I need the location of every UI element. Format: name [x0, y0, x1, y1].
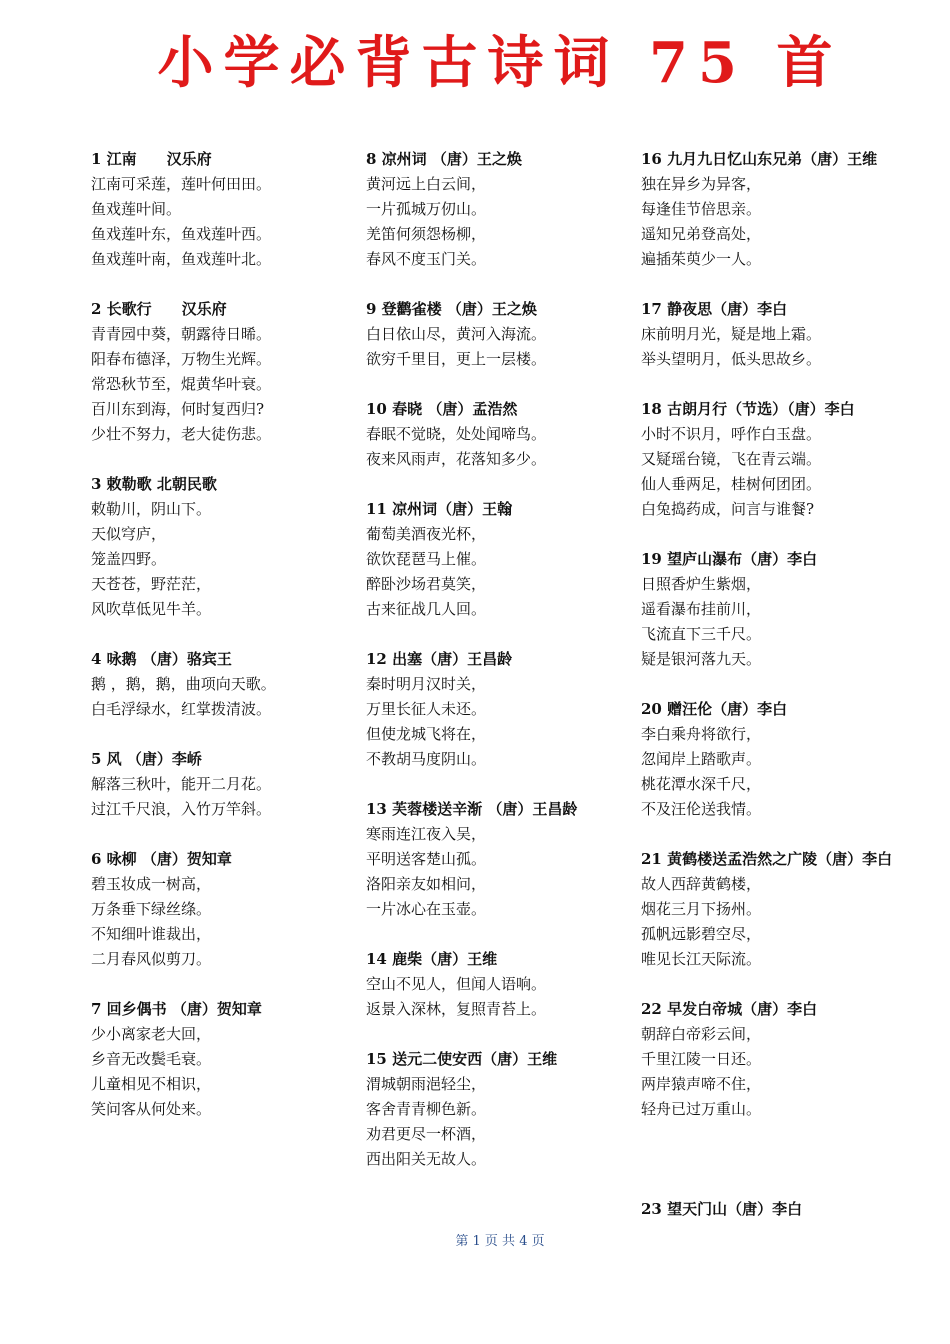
- poem: [91, 147, 371, 272]
- poem-line: 鱼戏莲叶东，鱼戏莲叶西。: [91, 225, 272, 243]
- poem-title: 12 出塞（唐）王昌龄: [366, 650, 513, 668]
- poem-line: 少小离家老大回，: [91, 1025, 212, 1043]
- poem-title: 16 九月九日忆山东兄弟（唐）王维: [641, 150, 878, 168]
- poem-line: 鱼戏莲叶间。: [91, 200, 182, 218]
- poem-line: 风吹草低见牛羊。: [91, 600, 212, 618]
- poem-title: 5 风 （唐）李峤: [91, 750, 202, 768]
- poem-title: 6 咏柳 （唐）贺知章: [91, 850, 232, 868]
- poem-line: 遍插茱萸少一人。: [641, 250, 762, 268]
- poem-line: 不教胡马度阴山。: [366, 750, 487, 768]
- poem-line: 古来征战几人回。: [366, 600, 487, 618]
- poem-title: 15 送元二使安西（唐）王维: [366, 1050, 558, 1068]
- poem-line: 常恐秋节至，焜黄华叶衰。: [91, 375, 272, 393]
- poem-line: 不及汪伦送我情。: [641, 800, 762, 818]
- poem-line: 烟花三月下扬州。: [641, 900, 762, 918]
- poem-line: 一片冰心在玉壶。: [366, 900, 487, 918]
- poem-title: 10 春晓 （唐）孟浩然: [366, 400, 518, 418]
- poem-line: 白兔捣药成，问言与谁餐?: [641, 500, 815, 518]
- poem-line: 解落三秋叶，能开二月花。: [91, 775, 272, 793]
- poem: [366, 947, 646, 1022]
- poem-title: 2 长歌行 汉乐府: [91, 300, 227, 318]
- poem-title: 19 望庐山瀑布（唐）李白: [641, 550, 818, 568]
- page-footer: 第 1 页 共 4 页: [455, 1234, 545, 1249]
- poem-line: 平明送客楚山孤。: [366, 850, 487, 868]
- poem-line: 阳春布德泽，万物生光辉。: [91, 350, 272, 368]
- poem-line: 笼盖四野。: [91, 550, 167, 568]
- poem: [641, 847, 941, 972]
- poem-line: 一片孤城万仞山。: [366, 200, 487, 218]
- poem-line: 故人西辞黄鹤楼，: [641, 875, 762, 893]
- poem-title: 13 芙蓉楼送辛渐 （唐）王昌龄: [366, 800, 578, 818]
- poem-line: 空山不见人，但闻人语响。: [366, 975, 547, 993]
- poem-line: 返景入深林，复照青苔上。: [366, 1000, 547, 1018]
- poem-line: 千里江陵一日还。: [641, 1050, 762, 1068]
- poem-line: 乡音无改鬓毛衰。: [91, 1050, 212, 1068]
- poem-line: 独在异乡为异客，: [641, 175, 762, 193]
- poem: [91, 297, 371, 447]
- poem-title: 21 黄鹤楼送孟浩然之广陵（唐）李白: [641, 850, 893, 868]
- poem-line: 天苍苍，野茫茫，: [91, 575, 212, 593]
- poem: [641, 697, 941, 822]
- poem: [641, 1197, 941, 1222]
- poem-line: 羌笛何须怨杨柳，: [366, 225, 487, 243]
- poem-line: 葡萄美酒夜光杯，: [366, 525, 487, 543]
- poem: [641, 147, 941, 272]
- poem-line: 二月春风似剪刀。: [91, 950, 212, 968]
- poem: [91, 472, 371, 622]
- poem-line: 疑是银河落九天。: [641, 650, 762, 668]
- poem: [91, 997, 371, 1122]
- poem-line: 朝辞白帝彩云间，: [641, 1025, 762, 1043]
- poem-line: 过江千尺浪，入竹万竿斜。: [91, 800, 272, 818]
- poem-column-3: [641, 147, 941, 1247]
- poem-title: 20 赠汪伦（唐）李白: [641, 700, 788, 718]
- poem: [91, 847, 371, 972]
- spacer: [641, 1172, 941, 1197]
- poem-title: 18 古朗月行（节选）（唐）李白: [641, 400, 855, 418]
- poem-line: 白毛浮绿水，红掌拨清波。: [91, 700, 272, 718]
- poem-line: 欲穷千里目，更上一层楼。: [366, 350, 547, 368]
- poem-line: 两岸猿声啼不住，: [641, 1075, 762, 1093]
- poem-title: 4 咏鹅 （唐）骆宾王: [91, 650, 232, 668]
- poem-title: 8 凉州词 （唐）王之焕: [366, 150, 522, 168]
- poem-line: 轻舟已过万重山。: [641, 1100, 762, 1118]
- poem: [641, 547, 941, 672]
- poem-line: 小时不识月，呼作白玉盘。: [641, 425, 822, 443]
- poem-title: 7 回乡偶书 （唐）贺知章: [91, 1000, 262, 1018]
- poem-title: 3 敕勒歌 北朝民歌: [91, 475, 217, 493]
- poem-title: 14 鹿柴（唐）王维: [366, 950, 498, 968]
- page-title: 小学必背古诗词 75 首: [157, 30, 843, 96]
- poem-line: 举头望明月，低头思故乡。: [641, 350, 822, 368]
- poem-line: 洛阳亲友如相问，: [366, 875, 487, 893]
- poem-line: 欲饮琵琶马上催。: [366, 550, 487, 568]
- poem-line: 寒雨连江夜入吴，: [366, 825, 487, 843]
- poem-line: 夜来风雨声，花落知多少。: [366, 450, 547, 468]
- poem-line: 儿童相见不相识，: [91, 1075, 212, 1093]
- poem-line: 仙人垂两足，桂树何团团。: [641, 475, 822, 493]
- poem-title: 23 望天门山（唐）李白: [641, 1200, 803, 1218]
- poem-line: 客舍青青柳色新。: [366, 1100, 487, 1118]
- poem-line: 床前明月光，疑是地上霜。: [641, 325, 822, 343]
- poem-column-1: [91, 147, 371, 1147]
- poem-line: 万里长征人未还。: [366, 700, 487, 718]
- poem-line: 天似穹庐，: [91, 525, 167, 543]
- poem: [366, 797, 646, 922]
- poem: [641, 297, 941, 372]
- poem-title: 1 江南 汉乐府: [91, 150, 212, 168]
- poem-line: 醉卧沙场君莫笑，: [366, 575, 487, 593]
- poem: [91, 647, 371, 722]
- poem-line: 每逢佳节倍思亲。: [641, 200, 762, 218]
- poem-line: 李白乘舟将欲行，: [641, 725, 762, 743]
- poem-line: 日照香炉生紫烟，: [641, 575, 762, 593]
- poem-line: 少壮不努力，老大徒伤悲。: [91, 425, 272, 443]
- poem: [366, 147, 646, 272]
- poem-line: 遥知兄弟登高处，: [641, 225, 762, 243]
- poem-title: 9 登鹳雀楼 （唐）王之焕: [366, 300, 537, 318]
- poem-line: 不知细叶谁裁出，: [91, 925, 212, 943]
- poem-line: 西出阳关无故人。: [366, 1150, 487, 1168]
- poem-line: 劝君更尽一杯酒，: [366, 1125, 487, 1143]
- poem-line: 笑问客从何处来。: [91, 1100, 212, 1118]
- poem-column-2: [366, 147, 646, 1197]
- poem-line: 江南可采莲，莲叶何田田。: [91, 175, 272, 193]
- poem-line: 白日依山尽，黄河入海流。: [366, 325, 547, 343]
- poem-line: 碧玉妆成一树高，: [91, 875, 212, 893]
- poem-line: 又疑瑶台镜，飞在青云端。: [641, 450, 822, 468]
- poem-line: 飞流直下三千尺。: [641, 625, 762, 643]
- poem-line: 鹅 ，鹅，鹅，曲项向天歌。: [91, 675, 276, 693]
- poem-title: 11 凉州词（唐）王翰: [366, 500, 513, 518]
- poem-line: 鱼戏莲叶南，鱼戏莲叶北。: [91, 250, 272, 268]
- poem-line: 青青园中葵，朝露待日晞。: [91, 325, 272, 343]
- spacer: [641, 1147, 941, 1172]
- poem: [366, 647, 646, 772]
- poem-line: 百川东到海，何时复西归?: [91, 400, 265, 418]
- poem: [641, 997, 941, 1122]
- poem: [91, 747, 371, 822]
- poem-title: 22 早发白帝城（唐）李白: [641, 1000, 818, 1018]
- poem-line: 万条垂下绿丝绦。: [91, 900, 212, 918]
- poem-line: 遥看瀑布挂前川，: [641, 600, 762, 618]
- poem: [366, 297, 646, 372]
- poem: [366, 497, 646, 622]
- poem-line: 渭城朝雨浥轻尘，: [366, 1075, 487, 1093]
- poem-line: 敕勒川，阴山下。: [91, 500, 212, 518]
- poem-line: 黄河远上白云间，: [366, 175, 487, 193]
- poem-line: 春眠不觉晓，处处闻啼鸟。: [366, 425, 547, 443]
- poem-line: 忽闻岸上踏歌声。: [641, 750, 762, 768]
- poem-line: 孤帆远影碧空尽，: [641, 925, 762, 943]
- poem-title: 17 静夜思（唐）李白: [641, 300, 788, 318]
- poem-line: 但使龙城飞将在，: [366, 725, 487, 743]
- poem-line: 春风不度玉门关。: [366, 250, 487, 268]
- poem-line: 唯见长江天际流。: [641, 950, 762, 968]
- poem-line: 秦时明月汉时关，: [366, 675, 487, 693]
- poem: [641, 397, 941, 522]
- poem: [366, 397, 646, 472]
- poem-line: 桃花潭水深千尺，: [641, 775, 762, 793]
- poem: [366, 1047, 646, 1172]
